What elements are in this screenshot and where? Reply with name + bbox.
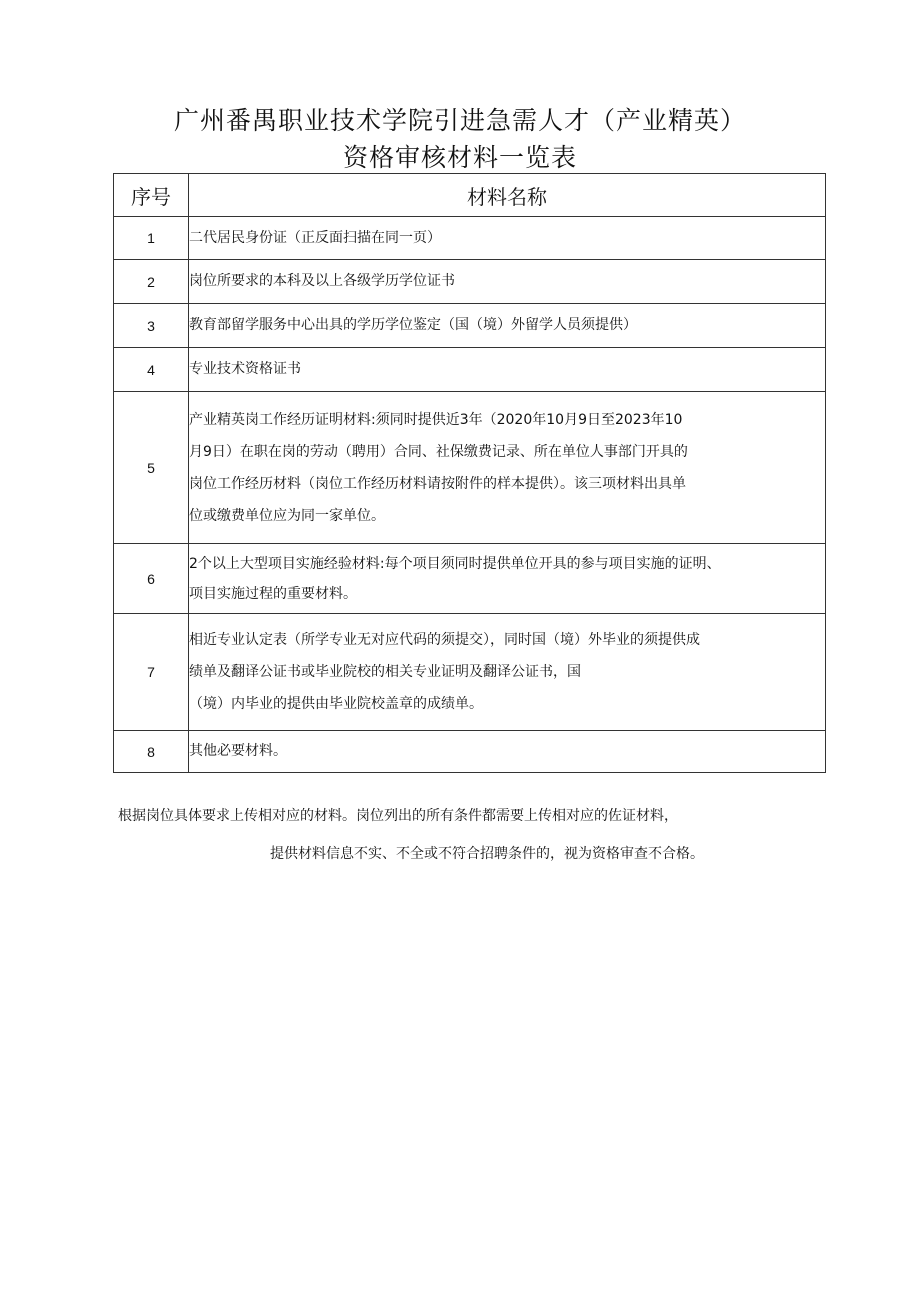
row-number: 1 bbox=[114, 217, 189, 260]
row-material-text: 其他必要材料。 bbox=[189, 743, 287, 759]
header-material-name: 材料名称 bbox=[189, 174, 826, 217]
row-number: 5 bbox=[114, 392, 189, 544]
header-seq: 序号 bbox=[114, 174, 189, 217]
row-material bbox=[189, 260, 826, 304]
table-row bbox=[114, 304, 826, 348]
row-number: 3 bbox=[114, 304, 189, 348]
table-row bbox=[114, 260, 826, 304]
row-material bbox=[189, 614, 826, 731]
row-number: 7 bbox=[114, 614, 189, 731]
table-row bbox=[114, 544, 826, 614]
table-row bbox=[114, 614, 826, 731]
row-number: 2 bbox=[114, 260, 189, 304]
row-number: 6 bbox=[114, 544, 189, 614]
row-material-text: 相近专业认定表（所学专业无对应代码的须提交），同时国（境）外毕业的须提供成 绩单及翻译公证书或毕业院校的相关专业证明及翻译公证书，国 （境）内毕业的提供由毕业院校盖章的成绩单。 bbox=[189, 632, 700, 712]
table-row bbox=[114, 217, 826, 260]
document-title: 广州番禺职业技术学院引进急需人才（产业精英） bbox=[173, 106, 746, 135]
footnote-line-2: 提供材料信息不实、不全或不符合招聘条件的，视为资格审查不合格。 bbox=[270, 846, 704, 862]
row-material-text: 2个以上大型项目实施经验材料:每个项目须同时提供单位开具的参与项目实施的证明、 项目实施过程的重要材料。 bbox=[189, 555, 721, 602]
row-material bbox=[189, 544, 826, 614]
table-header-row bbox=[114, 174, 826, 217]
table-row bbox=[114, 348, 826, 392]
row-material-text: 专业技术资格证书 bbox=[189, 361, 301, 377]
row-material-text: 教育部留学服务中心出具的学历学位鉴定（国（境）外留学人员须提供） bbox=[189, 317, 637, 333]
row-material-text: 岗位所要求的本科及以上各级学历学位证书 bbox=[189, 273, 455, 289]
row-material bbox=[189, 392, 826, 544]
document-subtitle: 资格审核材料一览表 bbox=[342, 143, 577, 172]
row-material-text: 产业精英岗工作经历证明材料:须同时提供近3年（2020年10月9日至2023年10 月9日）在职在岗的劳动（聘用）合同、社保缴费记录、所在单位人事部门开具的 岗位工作经历材料（岗位工作经历材料请按附件的样本提供）。该三项材料出具单 位或缴费单位应为同一家单位。 bbox=[189, 411, 688, 524]
row-material bbox=[189, 348, 826, 392]
row-number: 8 bbox=[114, 731, 189, 773]
row-material-text: 二代居民身份证（正反面扫描在同一页） bbox=[189, 229, 441, 246]
row-number: 4 bbox=[114, 348, 189, 392]
row-material bbox=[189, 731, 826, 773]
materials-table bbox=[113, 173, 826, 773]
row-material bbox=[189, 217, 826, 260]
footnote-line-1: 根据岗位具体要求上传相对应的材料。岗位列出的所有条件都需要上传相对应的佐证材料， bbox=[118, 808, 678, 824]
row-material bbox=[189, 304, 826, 348]
table-row bbox=[114, 392, 826, 544]
table-row bbox=[114, 731, 826, 773]
